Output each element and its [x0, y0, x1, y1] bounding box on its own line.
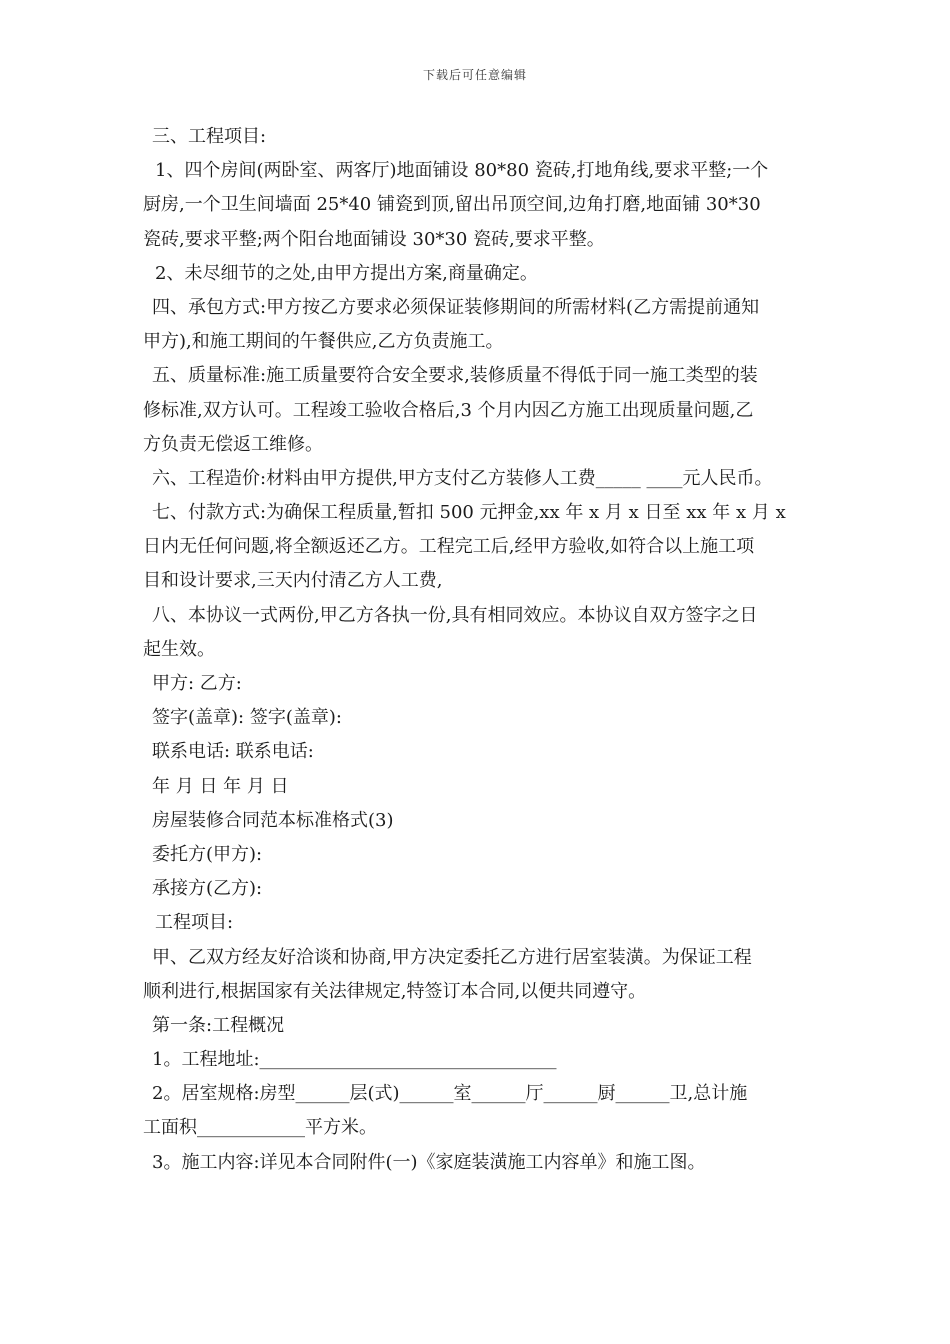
section-title: 房屋装修合同范本标准格式(3) — [152, 809, 394, 831]
paragraph-line: 八、本协议一式两份,甲乙方各执一份,具有相同效应。本协议自双方签字之日 — [152, 604, 758, 626]
clause-title: 第一条:工程概况 — [152, 1014, 285, 1036]
paragraph-line: 方负责无偿返工维修。 — [143, 433, 323, 455]
paragraph-line: 工面积____________平方米。 — [143, 1117, 377, 1139]
paragraph-line: 五、质量标准:施工质量要符合安全要求,装修质量不得低于同一施工类型的装 — [152, 365, 758, 387]
header-note: 下载后可任意编辑 — [422, 68, 527, 82]
paragraph-line: 四、承包方式:甲方按乙方要求必须保证装修期间的所需材料(乙方需提前通知 — [152, 296, 760, 318]
paragraph-line: 3。施工内容:详见本合同附件(一)《家庭装潢施工内容单》和施工图。 — [152, 1151, 706, 1173]
paragraph-line: 修标准,双方认可。工程竣工验收合格后,3 个月内因乙方施工出现质量问题,乙 — [143, 399, 754, 421]
paragraph-line: 2。居室规格:房型______层(式)______室______厅______厨______卫,总计施 — [152, 1083, 748, 1105]
paragraph-line: 甲、乙双方经友好洽谈和协商,甲方决定委托乙方进行居室装潢。为保证工程 — [152, 946, 752, 968]
paragraph-line: 1、四个房间(两卧室、两客厅)地面铺设 80*80 瓷砖,打地角线,要求平整;一个 — [155, 160, 769, 182]
paragraph-line: 日内无任何问题,将全额返还乙方。工程完工后,经甲方验收,如符合以上施工项 — [143, 536, 755, 558]
paragraph-line: 六、工程造价:材料由甲方提供,甲方支付乙方装修人工费_____ ____元人民币。 — [152, 467, 773, 489]
paragraph-line: 厨房,一个卫生间墙面 25*40 铺瓷到顶,留出吊顶空间,边角打磨,地面铺 30*30 — [143, 194, 761, 216]
paragraph-line: 1。工程地址:_________________________________ — [152, 1049, 557, 1071]
signature-line: 联系电话: 联系电话: — [152, 741, 314, 763]
paragraph-line: 七、付款方式:为确保工程质量,暂扣 500 元押金,xx 年 x 月 x 日至 xx 年 x 月 x — [152, 502, 786, 524]
paragraph-line: 甲方),和施工期间的午餐供应,乙方负责施工。 — [143, 331, 504, 353]
paragraph-line: 2、未尽细节的之处,由甲方提出方案,商量确定。 — [155, 262, 538, 284]
paragraph-line: 顺利进行,根据国家有关法律规定,特签订本合同,以便共同遵守。 — [143, 980, 647, 1002]
paragraph-line: 起生效。 — [143, 638, 215, 660]
paragraph-line: 瓷砖,要求平整;两个阳台地面铺设 30*30 瓷砖,要求平整。 — [143, 228, 605, 250]
document-body — [143, 120, 813, 1180]
party-line: 承接方(乙方): — [152, 878, 263, 900]
signature-line: 签字(盖章): 签字(盖章): — [152, 707, 342, 729]
paragraph-line: 目和设计要求,三天内付清乙方人工费, — [143, 570, 443, 592]
paragraph-line: 三、工程项目: — [152, 126, 267, 147]
signature-line: 甲方: 乙方: — [152, 673, 242, 694]
party-line: 委托方(甲方): — [152, 843, 263, 865]
paragraph-line: 工程项目: — [155, 912, 234, 934]
date-line: 年 月 日 年 月 日 — [152, 775, 289, 797]
